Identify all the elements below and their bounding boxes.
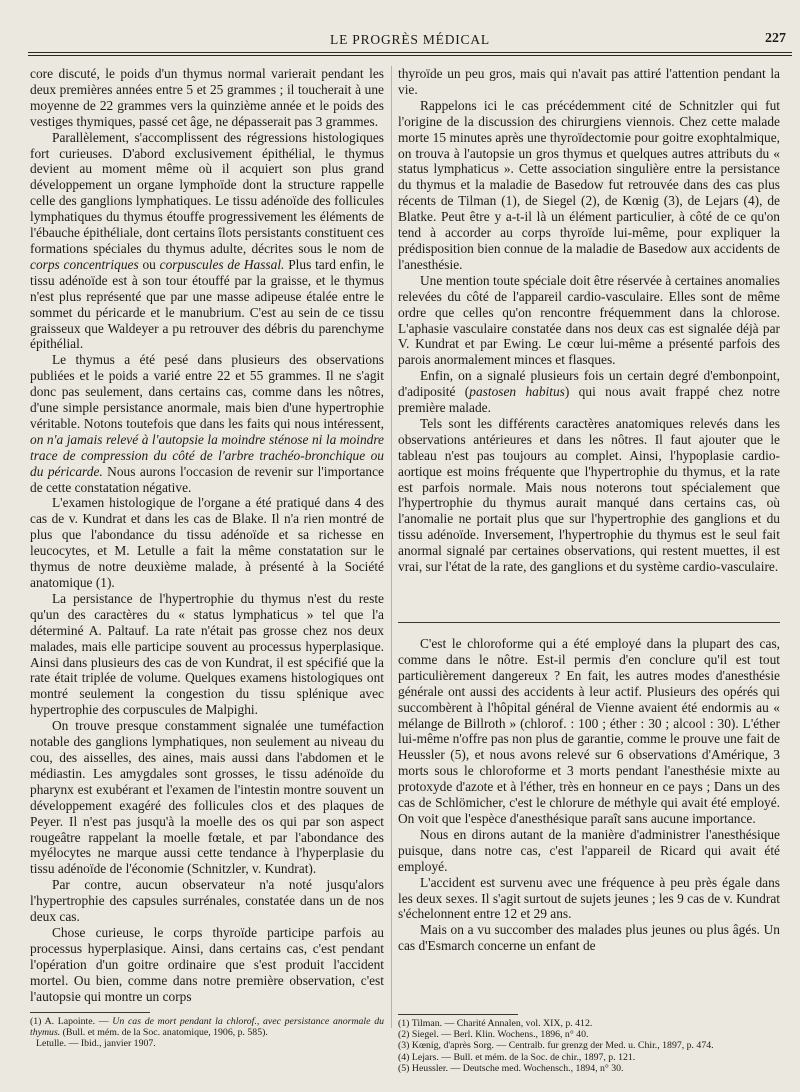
column-separator <box>391 66 392 1028</box>
journal-title: LE PROGRÈS MÉDICAL <box>330 32 490 47</box>
paragraph: Par contre, aucun observateur n'a noté jusqu'alors l'hypertrophie des capsules surrénales, constatée dans un de nos deux cas. <box>30 877 384 925</box>
italic-run: Un cas de mort pendant la chlorof., avec persistance anormale du thymus. <box>30 1016 384 1039</box>
paragraph: thyroïde un peu gros, mais qui n'avait pas attiré l'attention pendant la vie. <box>398 66 780 97</box>
paragraph <box>30 352 384 495</box>
right-column-upper <box>398 66 780 698</box>
italic-run: corps concentriques <box>30 256 139 272</box>
text-run: Parallèlement, s'accomplissent des régressions histologiques fort curieuses. D'abord exclusivement épithélial, le thymus devient au moment même où il acquiert son plus grand développement un organe lymphoïde dont la structure rappelle celle des ganglions lymphatiques. Le tissu adénoïde des follicules lymphatiques du thymus étouffe progressivement les éléments de l'ébauche épithéliale, dont certains îlots persistants constituent ces formations spéciales du thymus adulte, décrites sous le nom de <box>30 129 384 256</box>
header-rule <box>28 52 792 53</box>
section-divider <box>398 622 780 623</box>
italic-run: pastosen habitus <box>469 384 565 400</box>
right-column <box>398 66 780 954</box>
footnote: (1) Tilman. — Charité Annalen, vol. XIX, p. 412. <box>398 1018 593 1029</box>
paragraph <box>398 368 780 416</box>
text-run: (Bull. et mém. de la Soc. anatomique, 1906, p. 585). <box>60 1027 268 1039</box>
paragraph: L'examen histologique de l'organe a été pratiqué dans 4 des cas de v. Kundrat et dans les cas de Blake. Il n'a rien montré de plus que l'abondance du tissu adénoïde et sa richesse en leucocytes, et M. Letulle a fait la même constatation sur le thymus de notre deuxième malade, à présenté à la Société anatomique (1). <box>30 495 384 590</box>
header-rule-double <box>28 55 792 56</box>
right-column-lower <box>398 636 780 1016</box>
footnote: (5) Heussler. — Deutsche med. Wochensch., 1894, n° 30. <box>398 1062 624 1074</box>
text-run: ) qui nous avait frappé chez notre première malade. <box>398 384 780 416</box>
italic-run: corpuscules de Hassal. <box>159 256 285 272</box>
page-number: 227 <box>765 31 786 46</box>
right-footnotes <box>398 1018 780 1074</box>
paragraph: L'accident est survenu avec une fréquence à peu près égale dans les deux sexes. Il s'agit surtout de sujets jeunes ; les 9 cas de v. Kundrat s'échelonnent entre 12 et 29 ans. <box>398 874 780 922</box>
paragraph: core discuté, le poids d'un thymus normal varierait pendant les deux premières années entre 5 et 25 grammes ; il toucherait à une moyenne de 22 grammes vers la quinzième année et le poids des vestiges thymiques, passé cet âge, ne dépasserait pas 3 grammes. <box>30 66 384 129</box>
footnote-ref: (1) A. Lapointe. — <box>30 1016 113 1027</box>
left-column <box>30 66 384 1010</box>
footnote <box>30 1016 384 1038</box>
text-run: ou <box>138 256 160 272</box>
text-run: Le thymus a été pesé dans plusieurs des observations publiées et le poids a varié entre 22 et 55 grammes. Il ne s'agit donc pas seulement, dans certains cas, comme dans les nôtres, d'une simple persistance anormale, mais bien d'une hypertrophie véritable. Notons toutefois que dans les faits qui nous intéressent, <box>30 352 384 431</box>
text-run: Enfin, on a signalé plusieurs fois un certain degré d'embonpoint, d'adiposité ( <box>398 368 780 400</box>
paragraph: Rappelons ici le cas précédemment cité de Schnitzler qui fut l'origine de la discussion des chirurgiens viennois. Chez cette malade morte 15 minutes après une thyroïdectomie pour goitre exophtalmique, on trouva à l'autopsie un gros thymus et quelques autres attributs du « status lymphaticus ». Cette association singulière entre la persistance du thymus et la maladie de Basedow fut retrouvée dans des cas plus récents de Tilman (1), de Siegel (2), de Kœnig (3), de Lejars (4), de Blatke. Peut être y a-t-il là un élément particulier, à côté de ce qu'on tend à accorder au corps thyroïde lui-même, pour expliquer la prédisposition bien connue de la maladie de Basedow aux accidents de l'anesthésie. <box>398 97 780 272</box>
italic-run: on n'a jamais relevé à l'autopsie la moindre sténose ni la moindre trace de compression du côté de l'arbre trachéo-bronchique ou du péricarde. <box>30 431 384 479</box>
footnote-rule <box>398 1014 518 1015</box>
text-run: Plus tard enfin, le tissu adénoïde est à son tour étouffé par la graisse, et le thymus n'est plus représenté que par une masse adipeuse étalée entre le sommet du péricarde et le manubrium. C'est au sein de ce tissu graisseux que Waldeyer a pu retrouver des débris du parenchyme épithélial. <box>30 256 384 352</box>
text-run: Nous aurons l'occasion de revenir sur l'importance de cette constatation négative. <box>30 463 384 495</box>
page-header <box>28 30 792 50</box>
paragraph <box>30 130 384 353</box>
paragraph: On trouve presque constamment signalée une tuméfaction notable des ganglions lymphatiques, non seulement au niveau du cou, des aisselles, des aines, mais aussi dans l'abdomen et le médiastin. Les amygdales sont grosses, le tissu adénoïde du pharynx est exubérant et l'examen de l'intestin montre souvent un développement exagéré des follicules clos et des plaques de Peyer. Il n'est pas jusqu'à la moelle des os qui par son aspect rougeâtre rappelant la moelle fœtale, et par l'abondance des myélocytes ne marque aussi cette tendance à l'hyperplasie du tissu adénoïde de l'économie (Schnitzler, v. Kundrat). <box>30 718 384 877</box>
footnote: (2) Siegel. — Berl. Klin. Wochens., 1896, n° 40. <box>398 1029 589 1041</box>
footnote-rule <box>30 1012 150 1013</box>
paragraph: C'est le chloroforme qui a été employé dans la plupart des cas, comme dans le nôtre. Est-il permis d'en conclure qu'il est tout particulièrement dangereux ? En fait, les autres modes d'anesthésie générale ont aussi des accidents à leur actif. Plusieurs des opérés qui succombèrent à l'hôpital général de Vienne avaient été endormis au « mélange de Billroth » (chlorof. : 100 ; éther : 30 ; alcool : 30). L'éther lui-même n'offre pas non plus de garantie, comme le prouve une fait de Heussler (5), et nous avons relevé sur 6 observations d'Amérique, 3 morts sous le chloroforme et 3 morts pendant l'anesthésie mixte au protoxyde d'azote et à l'éther, très en honneur en ce pays ; Dans un des cas de Schlömicher, c'est le chlorure de méthyle qui avait été employé. On voit que l'espèce d'anesthésique paraît sans aucune importance. <box>398 636 780 826</box>
footnote: (3) Kœnig, d'après Sorg. — Centralb. fur grenzg der Med. u. Chir., 1897, p. 474. <box>398 1040 714 1052</box>
paragraph: Tels sont les différents caractères anatomiques relevés dans les observations antérieures et dans les nôtres. Il faut ajouter que le tableau n'est pas toujours au complet. Ainsi, l'hypoplasie cardio-aortique est moins fréquente que l'hypertrophie du thymus, et la rate est parfois normale. Mais nous noterons tout spécialement que l'hypertrophie du thymus aurait manqué dans certains cas, où l'anomalie ne portait plus que sur l'hypertrophie des ganglions et du tissu adénoïde. Inversement, l'hypertrophie du thymus est le seul fait anormal signalé par certaines observations, qui restent muettes, il est vrai, sur l'état de la rate, des ganglions et du système cardio-vasculaire. <box>398 415 780 575</box>
paragraph: Chose curieuse, le corps thyroïde participe parfois au processus hyperplasique. Ainsi, dans certains cas, c'est pendant l'opération d'un goitre ordinaire que s'est produit l'accident mortel. Ou bien, comme dans notre première observation, c'est l'autopsie qui montre un corps <box>30 924 384 1004</box>
paragraph: Nous en dirons autant de la manière d'administrer l'anesthésique puisque, dans notre cas, c'est l'appareil de Ricard qui avait été employé. <box>398 826 780 874</box>
paragraph: Une mention toute spéciale doit être réservée à certaines anomalies relevées du côté de l'appareil cardio-vasculaire. Elles sont de même ordre que celles qu'on rencontre fréquemment dans la chlorose. L'aphasie vasculaire constatée dans nos deux cas est signalée déjà par V. Kundrat et par Ewing. Le cœur lui-même a présenté parfois des parois anormalement minces et flasques. <box>398 272 780 368</box>
footnote: Letulle. — Ibid., janvier 1907. <box>36 1038 156 1050</box>
left-footnotes <box>30 1016 384 1050</box>
paragraph: La persistance de l'hypertrophie du thymus n'est du reste qu'un des caractères du « status lymphaticus » tel que l'a déterminé A. Paltauf. La rate n'était pas grosse chez nos deux malades, mais elle participe souvent au processus hyperplasique. Ainsi dans plusieurs des cas de von Kundrat, il est spécifié que la rate était triplée de volume. Quelques examens histologiques ont montré seulement la congestion du tissu splénique avec hypertrophie des corpuscules de Malpighi. <box>30 590 384 718</box>
footnote: (4) Lejars. — Bull. et mém. de la Soc. de chir., 1897, p. 121. <box>398 1051 636 1063</box>
paragraph: Mais on a vu succomber des malades plus jeunes ou plus âgés. Un cas d'Esmarch concerne un enfant de <box>398 922 780 954</box>
